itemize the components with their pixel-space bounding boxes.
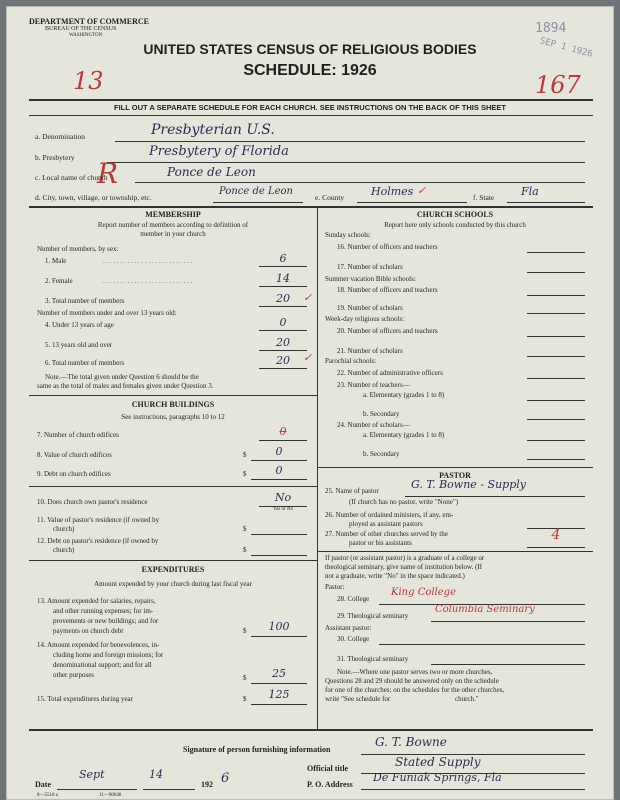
q24b-label: b. Secondary: [363, 450, 400, 458]
pastor-note-3: for one of the churches; on the schedules for the other churches,: [325, 686, 505, 694]
female-count: 14: [276, 272, 290, 285]
benevolences-value: 25: [272, 667, 286, 680]
date-year-digit: 6: [221, 771, 230, 786]
parochial-schools-label: Parochial schools:: [325, 357, 377, 365]
benevolences-label-1: 14. Amount expended for benevolences, in-: [37, 641, 160, 649]
schools-heading: CHURCH SCHOOLS: [416, 210, 494, 219]
schools-subheading: Report here only schools conducted by this church: [384, 221, 526, 229]
membership-subheading-1: Report number of members according to definition of: [97, 221, 249, 229]
left-red-mark: 13: [73, 67, 104, 95]
pastor-seminary-label: 29. Theological seminary: [337, 612, 409, 620]
total-members-2-label: 6. Total number of members: [45, 359, 125, 367]
q21-label: 21. Number of scholars: [337, 347, 403, 355]
presbytery-value: Presbytery of Florida: [149, 144, 289, 159]
weekday-schools-label: Week-day religious schools:: [325, 315, 405, 323]
signature-label: Signature of person furnishing information: [183, 745, 331, 754]
running-expenses-value: 100: [268, 620, 290, 633]
right-red-mark: 167: [535, 71, 581, 99]
official-title-value: Stated Supply: [395, 755, 481, 769]
receipt-stamp-number: 1894: [535, 21, 567, 36]
membership-note-1: Note.—The total given under Question 6 should be the: [45, 373, 199, 381]
pastor-sub-label: Pastor:: [325, 583, 345, 591]
benevolences-label-3: denominational support; and for all: [53, 661, 152, 669]
pastor-note-4: write "See schedule for church.": [325, 695, 479, 703]
q18-label: 18. Number of officers and teachers: [337, 286, 438, 294]
date-label: Date: [35, 780, 51, 789]
graduate-note-3: not a graduate, write "No" in the space indicated.): [325, 572, 465, 580]
over-13-count: 20: [276, 336, 290, 349]
running-expenses-label-3: provements or new buildings; and for: [53, 617, 159, 625]
age-header-label: Number of members under and over 13 years old:: [37, 309, 177, 317]
other-churches-label-1: 27. Number of other churches served by the: [325, 530, 448, 538]
membership-heading: MEMBERSHIP: [145, 210, 201, 219]
total-2-check-mark: ✓: [303, 351, 313, 364]
bureau-name: BUREAU OF THE CENSUS: [45, 26, 117, 32]
female-label: 2. Female: [45, 277, 73, 285]
state-value: Fla: [521, 185, 539, 198]
presbytery-label: b. Presbytery: [35, 153, 75, 162]
county-label: e. County: [315, 193, 345, 202]
q23-label: 23. Number of teachers—: [337, 381, 410, 389]
expenditures-subheading: Amount expended by your church during last fiscal year: [94, 580, 252, 588]
sunday-schools-label: Sunday schools:: [325, 231, 371, 239]
q23b-label: b. Secondary: [363, 410, 400, 418]
denomination-value: Presbyterian U.S.: [151, 122, 275, 138]
under-13-label: 4. Under 13 years of age: [45, 321, 114, 329]
male-label: 1. Male: [45, 257, 67, 265]
male-count: 6: [279, 252, 287, 265]
buildings-heading: CHURCH BUILDINGS: [131, 400, 215, 409]
q23a-label: a. Elementary (grades 1 to 8): [363, 391, 445, 399]
pastor-note-1: Note.—Where one pastor serves two or more churches,: [337, 668, 493, 676]
receipt-stamp-date: SEP 1 1926: [538, 36, 594, 60]
running-expenses-label-4: payments on church debt: [53, 627, 124, 635]
form-instruction: FILL OUT A SEPARATE SCHEDULE FOR EACH CHURCH. SEE INSTRUCTIONS ON THE BACK OF THIS SHEET: [114, 103, 506, 112]
residence-owned-value: No: [274, 491, 292, 504]
city-value: Ponce de Leon: [219, 186, 293, 197]
other-churches-label-2: pastor or his assistants: [349, 539, 412, 547]
church-name-label: c. Local name of church: [35, 173, 108, 182]
pastor-college-value: King College: [391, 587, 456, 598]
census-schedule-sheet: DEPARTMENT OF COMMERCE BUREAU OF THE CENSUS WASHINGTON 1894 SEP 1 1926 UNITED STATES CENSUS OF RELIGIOUS BODIES SCHEDULE: 1926 13 167 FILL OUT A SEPARATE SCHEDULE FOR EACH CHURCH. SEE INSTRUCTIONS ON THE BACK OF THIS SHEET a. Denomination Presbyterian U.S. b. Presbytery Presbytery of Florida R c. Local name of church Ponce de Leon d. City, town, village, or township, etc. Ponce de Leon e. County Holmes ✓ f. State Fla MEMBERSHIP Report number of members according to definition of member in your church Number of members, by sex: 1. Male . . . . . . . . . . . . . . . . . . . . . . . . . . 6 2. Female . . . . . . . . . . . . . . . . . . . . . . . . . . 14 3. Total number of members 20 ✓ Number of members under and over 13 years old: 4. Under 13 years of age 0 5. 13 years old and over 20 6. Total number of members 20 ✓ Note.—The total given under Question 6 should be the same as the total of males and females given under Question 3. CHURCH BUILDINGS See instructions, paragraphs 10 to 12 7. Number of church edifices 0 8. Value of church edifices $ 0 9. Debt on church edifices $ 0 10. Does church own pastor's residence No Yes or No 11. Value of pastor's residence (if owned by church) $ 12. Debt on pastor's residence (if owned by church) $ EXPENDITURES Amount expended by your church during last fiscal year 13. Amount expended for salaries, repairs, and other running expenses; for im- provements or new buildings; and for payments on church debt $ 100 14. Amount expended for benevolences, in- cluding home and foreign missions; for denominational support; and for all other purposes $ 25 15. Total expenditures during year $ 125 CHURCH SCHOOLS Report here only schools conducted by this church Sunday schools: 16. Number of officers and teachers 17. Number of scholars Summer vacation Bible schools: 18. Number of officers and teachers 19. Number of scholars Week-day religious schools: 20. Number of officers and teachers 21. Number of scholars Parochial schools: 22. Number of administrative officers 23. Number of teachers— a. Elementary (grades 1 to 8) b. Secondary 24. Number of scholars— a. Elementary (grades 1 to 8) b. Secondary PASTOR 25. Name of pastor G. T. Bowne - Supply (If church has no pastor, write "None") 26. Number of ordained ministers, if any, em- ployed as assistant pastors 27. Number of other churches served by the pastor or his assistants 4 If pastor (or assistant pastor) is a graduate of a college or theological seminary, give name of institution below. (If not a graduate, write "No" in the space indicated.) Pastor: 28. College King College 29. Theological seminary Columbia Seminary Assistant pastor: 30. College 31. Theological seminary Note.—Where one pastor serves two or more churches, Questions 28 and 29 should be answered only on the schedule for one of the churches; on the schedules for the other churches, write "See schedule for church." Signature of person furnishing information G. T. Bowne Official title Stated Supply Date Sept 14 192 6 P. O. Address De Funiak Springs, Fla 8—5518 a 11—90648: [6, 6, 614, 800]
q19-label: 19. Number of scholars: [337, 304, 403, 312]
ordained-ministers-label-2: ployed as assistant pastors: [349, 520, 423, 528]
membership-subheading-2: member in your church: [140, 230, 206, 238]
date-year-prefix: 192: [201, 780, 213, 789]
pastor-name-label: 25. Name of pastor: [325, 487, 379, 495]
edifice-value-label: 8. Value of church edifices: [37, 451, 112, 459]
red-r-mark: R: [97, 157, 119, 190]
residence-debt-label-2: church): [53, 546, 75, 554]
members-by-sex-label: Number of members, by sex:: [37, 245, 119, 253]
under-13-count: 0: [279, 316, 287, 329]
ordained-ministers-label-1: 26. Number of ordained ministers, if any, em-: [325, 511, 454, 519]
total-members-count: 20: [276, 292, 290, 305]
pastor-name-value: G. T. Bowne - Supply: [411, 478, 526, 491]
church-edifices-count: 0: [279, 425, 287, 438]
city-label: d. City, town, village, or township, etc.: [35, 193, 152, 202]
graduate-note-1: If pastor (or assistant pastor) is a graduate of a college or: [325, 554, 485, 562]
pastor-none-hint: (If church has no pastor, write "None"): [349, 498, 459, 506]
pastor-seminary-value: Columbia Seminary: [435, 604, 535, 615]
pastor-note-2: Questions 28 and 29 should be answered only on the schedule: [325, 677, 499, 685]
total-members-label: 3. Total number of members: [45, 297, 125, 305]
residence-value-label-2: church): [53, 525, 75, 533]
benevolences-label-4: other purposes: [53, 671, 95, 679]
pastor-college-label: 28. College: [337, 595, 370, 603]
date-month: Sept: [79, 768, 105, 781]
assistant-pastor-label: Assistant pastor:: [325, 624, 372, 632]
edifice-value: 0: [275, 445, 283, 458]
state-label: f. State: [473, 193, 495, 202]
bureau-city: WASHINGTON: [69, 33, 103, 38]
date-day: 14: [149, 768, 163, 781]
official-title-label: Official title: [307, 764, 349, 773]
county-value: Holmes: [371, 185, 414, 198]
assistant-college-label: 30. College: [337, 635, 370, 643]
assistant-seminary-label: 31. Theological seminary: [337, 655, 409, 663]
residence-owned-label: 10. Does church own pastor's residence: [37, 498, 148, 506]
church-edifices-label: 7. Number of church edifices: [37, 431, 119, 439]
membership-note-2: same as the total of males and females given under Question 3.: [37, 382, 214, 390]
q24-label: 24. Number of scholars—: [337, 421, 410, 429]
print-number: 11—90648: [99, 793, 122, 798]
expenditures-heading: EXPENDITURES: [141, 565, 205, 574]
residence-debt-label-1: 12. Debt on pastor's residence (if owned by: [37, 537, 159, 545]
edifice-debt: 0: [275, 464, 283, 477]
po-address-value: De Funiak Springs, Fla: [373, 771, 502, 784]
total-expenditures-label: 15. Total expenditures during year: [37, 695, 133, 703]
signature-value: G. T. Bowne: [375, 735, 447, 749]
total-check-mark: ✓: [303, 291, 313, 304]
over-13-label: 5. 13 years old and over: [45, 341, 113, 349]
form-number: 8—5518 a: [37, 793, 58, 798]
benevolences-label-2: cluding home and foreign missions; for: [53, 651, 164, 659]
q16-label: 16. Number of officers and teachers: [337, 243, 438, 251]
form-title: UNITED STATES CENSUS OF RELIGIOUS BODIES: [143, 41, 477, 57]
po-address-label: P. O. Address: [307, 780, 353, 789]
residence-value-label-1: 11. Value of pastor's residence (if owned by: [37, 516, 160, 524]
running-expenses-label-1: 13. Amount expended for salaries, repairs,: [37, 597, 156, 605]
buildings-subheading: See instructions, paragraphs 10 to 12: [121, 413, 225, 421]
edifice-debt-label: 9. Debt on church edifices: [37, 470, 111, 478]
church-name-value: Ponce de Leon: [167, 165, 256, 179]
summer-schools-label: Summer vacation Bible schools:: [325, 275, 416, 283]
q20-label: 20. Number of officers and teachers: [337, 327, 438, 335]
other-churches-value: 4: [551, 527, 561, 543]
denomination-label: a. Denomination: [35, 132, 85, 141]
form-schedule: SCHEDULE: 1926: [243, 62, 377, 79]
dept-name: DEPARTMENT OF COMMERCE: [29, 17, 150, 26]
running-expenses-label-2: and other running expenses; for im-: [53, 607, 154, 615]
q22-label: 22. Number of administrative officers: [337, 369, 443, 377]
county-check-mark: ✓: [417, 184, 427, 197]
pastor-heading: PASTOR: [439, 471, 471, 480]
graduate-note-2: theological seminary, give name of institution below. (If: [325, 563, 483, 571]
total-expenditures-value: 125: [268, 688, 290, 701]
q24a-label: a. Elementary (grades 1 to 8): [363, 431, 445, 439]
yes-no-hint: Yes or No: [272, 507, 294, 512]
q17-label: 17. Number of scholars: [337, 263, 403, 271]
total-members-2-count: 20: [276, 354, 290, 367]
